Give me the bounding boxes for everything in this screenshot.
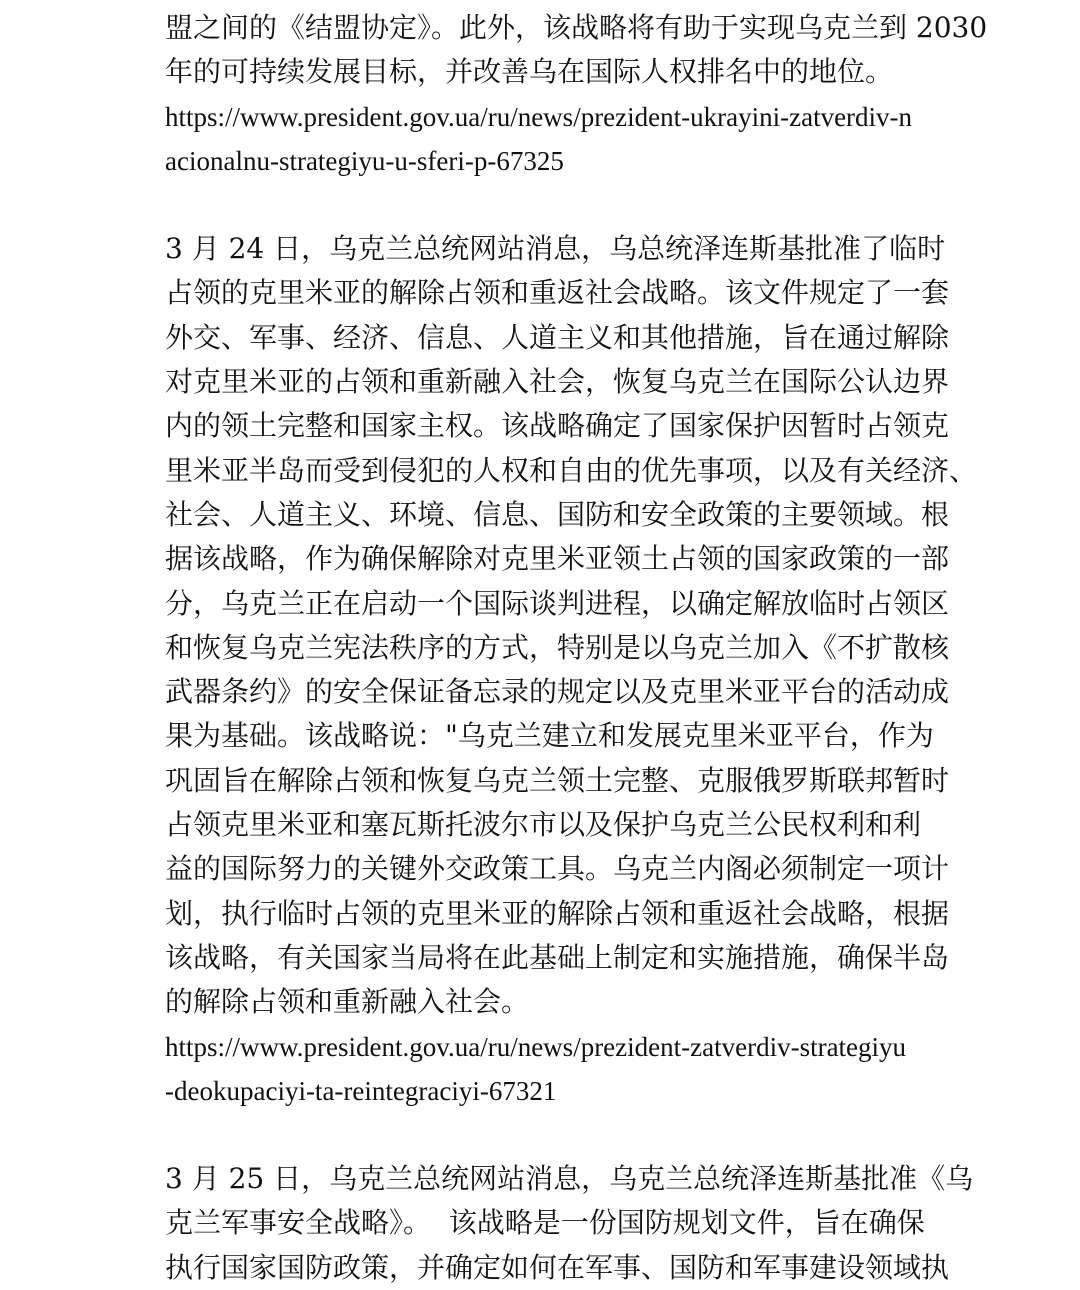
paragraph-3 <box>165 1157 974 1290</box>
text-line: 3 月 25 日，乌克兰总统网站消息，乌克兰总统泽连斯基批准《乌 <box>165 1162 974 1196</box>
text-line: 和恢复乌克兰宪法秩序的方式，特别是以乌克兰加入《不扩散核 <box>165 630 950 664</box>
text-line: 对克里米亚的占领和重新融入社会，恢复乌克兰在国际公认边界 <box>165 365 950 399</box>
text-line: 果为基础。该战略说："乌克兰建立和发展克里米亚平台，作为 <box>165 719 934 753</box>
source-link[interactable]: https://www.president.gov.ua/ru/news/prezident-ukrayini-zatverdiv-n <box>165 101 913 132</box>
source-link[interactable]: -deokupaciyi-ta-reintegraciyi-67321 <box>165 1075 557 1106</box>
text-line: 3 月 24 日，乌克兰总统网站消息，乌总统泽连斯基批准了临时 <box>165 232 946 266</box>
text-line: 里米亚半岛而受到侵犯的人权和自由的优先事项，以及有关经济、 <box>165 453 978 487</box>
text-line: 外交、军事、经济、信息、人道主义和其他措施，旨在通过解除 <box>165 320 950 354</box>
text-line: 年的可持续发展目标，并改善乌在国际人权排名中的地位。 <box>165 55 894 89</box>
paragraph-2 <box>165 227 978 1113</box>
text-line: 巩固旨在解除占领和恢复乌克兰领土完整、克服俄罗斯联邦暂时 <box>165 763 950 797</box>
text-line: 盟之间的《结盟协定》。此外，该战略将有助于实现乌克兰到 2030 <box>165 11 988 44</box>
source-link[interactable]: https://www.president.gov.ua/ru/news/prezident-zatverdiv-strategiyu <box>165 1031 907 1062</box>
text-line: 划，执行临时占领的克里米亚的解除占领和重返社会战略，根据 <box>165 896 950 930</box>
text-line: 占领克里米亚和塞瓦斯托波尔市以及保护乌克兰公民权利和利 <box>165 808 922 842</box>
text-line: 益的国际努力的关键外交政策工具。乌克兰内阁必须制定一项计 <box>165 852 950 886</box>
paragraph-spacer <box>165 183 925 227</box>
text-line: 内的领土完整和国家主权。该战略确定了国家保护因暂时占领克 <box>165 409 950 443</box>
text-line: 社会、人道主义、环境、信息、国防和安全政策的主要领域。根 <box>165 497 950 531</box>
text-line: 的解除占领和重新融入社会。 <box>165 985 530 1019</box>
document-body <box>165 6 988 1290</box>
text-line: 该战略，有关国家当局将在此基础上制定和实施措施，确保半岛 <box>165 940 950 974</box>
text-line: 分，乌克兰正在启动一个国际谈判进程，以确定解放临时占领区 <box>165 586 950 620</box>
text-line: 克兰军事安全战略》。 该战略是一份国防规划文件，旨在确保 <box>165 1206 925 1240</box>
paragraph-1 <box>165 6 988 183</box>
text-line: 据该战略，作为确保解除对克里米亚领土占领的国家政策的一部 <box>165 542 950 576</box>
paragraph-spacer <box>165 1113 925 1157</box>
text-line: 占领的克里米亚的解除占领和重返社会战略。该文件规定了一套 <box>165 276 950 310</box>
text-line: 执行国家国防政策，并确定如何在军事、国防和军事建设领域执 <box>165 1250 950 1284</box>
source-link[interactable]: acionalnu-strategiyu-u-sferi-p-67325 <box>165 145 564 176</box>
text-line: 武器条约》的安全保证备忘录的规定以及克里米亚平台的活动成 <box>165 675 950 709</box>
